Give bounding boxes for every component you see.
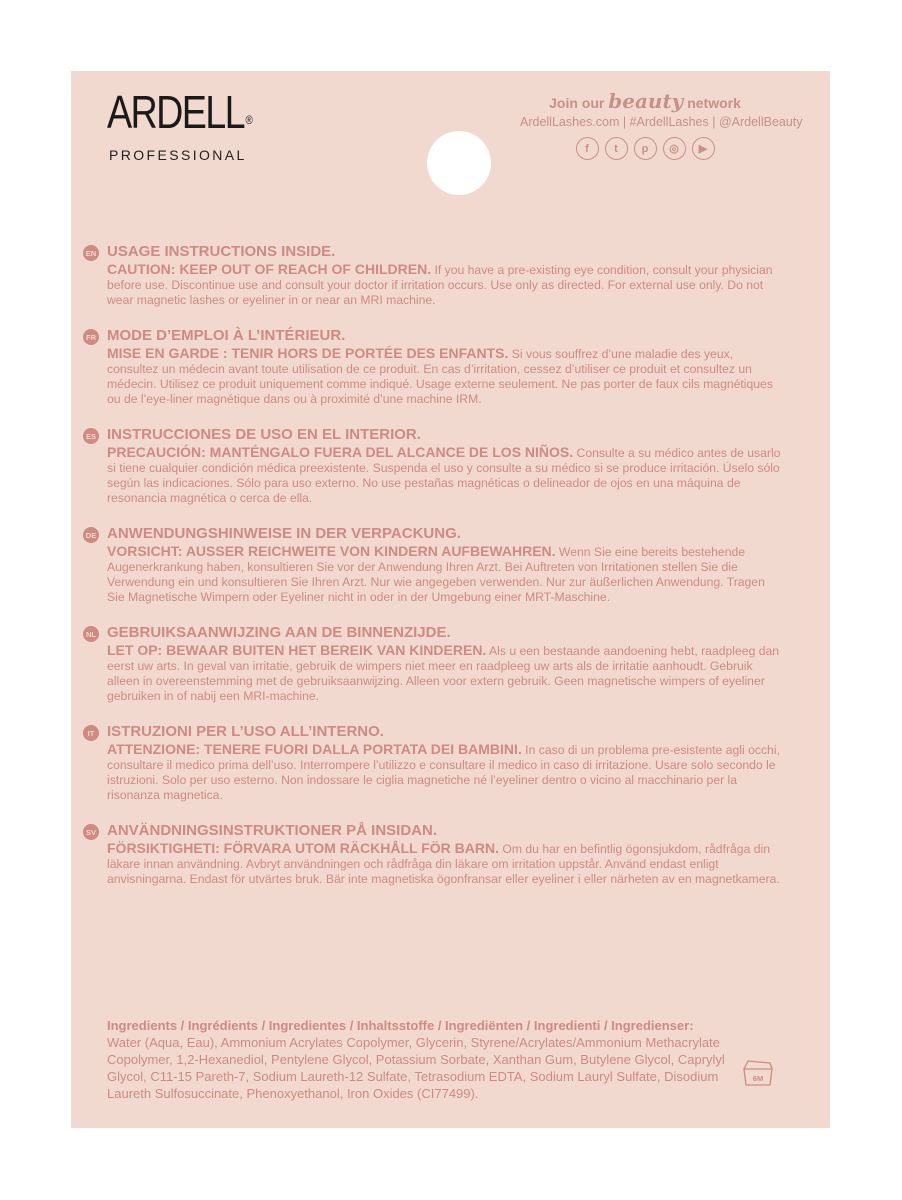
- youtube-icon[interactable]: ▶: [692, 137, 715, 160]
- section-title: ISTRUZIONI PER L’USO ALL’INTERNO.: [107, 723, 384, 740]
- language-badge: FR: [83, 329, 99, 345]
- instruction-section-fr: [83, 327, 783, 407]
- join-network-text: [520, 89, 770, 113]
- section-body-text: Als u een bestaande aandoening hebt, raadpleeg dan eerst uw arts. In geval van irritatie, gebruik de wimpers niet meer en raadpleeg uw arts als de irritatie aanhoudt. Gebruik alleen in overeenstemming met de gebruiksaanwijzing. Alleen voor extern gebruik. Geen magnetische wimpers of eyeliner gebruiken in of nabij een MRI-machine.: [107, 644, 780, 703]
- ingredients-block: [107, 1017, 747, 1102]
- package-back-card: [71, 71, 830, 1128]
- ingredients-list: Water (Aqua, Eau), Ammonium Acrylates Copolymer, Glycerin, Styrene/Acrylates/Ammonium Methacrylate Copolymer, 1,2-Hexanediol, Pentylene Glycol, Potassium Sorbate, Xanthan Gum, Butylene Glycol, Caprylyl Glycol, C11-15 Pareth-7, Sodium Laureth-12 Sulfate, Tetrasodium EDTA, Sodium Lauryl Sulfate, Disodium Laureth Sulfosuccinate, Phenoxyethanol, Iron Oxides (CI77499).: [107, 1035, 725, 1101]
- social-handles: ArdellLashes.com | #ArdellLashes | @ArdellBeauty: [520, 115, 803, 129]
- section-body-text: Consulte a su médico antes de usarlo si tiene cualquier condición médica preexistente. Suspenda el uso y consulte a su médico si se produce irritación. Úselo sólo según las indicaciones. Sólo para uso externo. No use pestañas magnéticas o delineador de ojos en una máquina de resonancia magnética o cerca de ella.: [107, 446, 781, 505]
- instruction-section-it: [83, 723, 783, 803]
- brand-name: ARDELL: [107, 86, 244, 138]
- language-badge: ES: [83, 428, 99, 444]
- social-block: [520, 89, 803, 160]
- caution-text: FÖRSIKTIGHETI: FÖRVARA UTOM RÄCKHÅLL FÖR BARN.: [107, 840, 499, 856]
- language-badge: SV: [83, 824, 99, 840]
- instagram-icon[interactable]: ◎: [663, 137, 686, 160]
- caution-text: CAUTION: KEEP OUT OF REACH OF CHILDREN.: [107, 261, 432, 277]
- pinterest-icon[interactable]: p: [634, 137, 657, 160]
- language-badge: IT: [83, 725, 99, 741]
- period-after-opening-icon: [741, 1058, 775, 1088]
- brand-subtitle: PROFESSIONAL: [109, 147, 247, 163]
- caution-text: ATTENZIONE: TENERE FUORI DALLA PORTATA DEI BAMBINI.: [107, 741, 522, 757]
- twitter-icon[interactable]: t: [605, 137, 628, 160]
- section-body: [107, 262, 783, 308]
- registered-mark: ®: [245, 113, 253, 127]
- section-body: [107, 445, 783, 506]
- caution-text: VORSICHT: AUSSER REICHWEITE VON KINDERN AUFBEWAHREN.: [107, 543, 556, 559]
- instruction-section-de: [83, 525, 783, 605]
- join-before: Join our: [549, 95, 605, 111]
- ardell-logo: [107, 87, 267, 163]
- facebook-icon[interactable]: f: [576, 137, 599, 160]
- caution-text: LET OP: BEWAAR BUITEN HET BEREIK VAN KINDEREN.: [107, 642, 487, 658]
- section-body: [107, 742, 783, 803]
- section-title: USAGE INSTRUCTIONS INSIDE.: [107, 243, 336, 260]
- section-title: ANWENDUNGSHINWEISE IN DER VERPACKUNG.: [107, 525, 461, 542]
- section-title: GEBRUIKSAANWIJZING AAN DE BINNENZIJDE.: [107, 624, 451, 641]
- section-body-text: Wenn Sie eine bereits bestehende Augenerkrankung haben, konsultieren Sie vor der Anwendung Ihren Arzt. Bei Auftreten von Irritationen stellen Sie die Verwendung ein und konsultieren Sie Ihren Arzt. Nur wie angegeben verwenden. Nur zur äußerlichen Anwendung. Tragen Sie Magnetische Wimpern oder Eyeliner nicht in oder in der Umgebung einer MRT-Maschine.: [107, 545, 765, 604]
- section-body-text: Si vous souffrez d’une maladie des yeux, consultez un médecin avant toute utilisation de ce produit. En cas d’irritation, cessez d’utiliser ce produit et consultez un médecin. Utilisez ce produit uniquement comme indiqué. Usage externe seulement. Ne pas porter de faux cils magnétiques ou de l’eye-liner magnétique dans ou à proximité d’une machine IRM.: [107, 347, 773, 406]
- section-title: INSTRUCCIONES DE USO EN EL INTERIOR.: [107, 426, 421, 443]
- join-script: beauty: [608, 89, 684, 113]
- instruction-section-es: [83, 426, 783, 506]
- instruction-section-sv: [83, 822, 783, 887]
- instruction-section-en: [83, 243, 783, 308]
- hang-hole: [427, 131, 491, 195]
- language-badge: DE: [83, 527, 99, 543]
- section-body: [107, 346, 783, 407]
- language-badge: NL: [83, 626, 99, 642]
- instruction-section-nl: [83, 624, 783, 704]
- caution-text: PRECAUCIÓN: MANTÉNGALO FUERA DEL ALCANCE DE LOS NIÑOS.: [107, 444, 574, 460]
- join-after: network: [687, 95, 741, 111]
- instruction-sections: [83, 243, 783, 906]
- language-badge: EN: [83, 245, 99, 261]
- social-icons: [520, 137, 770, 160]
- section-title: ANVÄNDNINGSINSTRUKTIONER PÅ INSIDAN.: [107, 822, 438, 839]
- caution-text: MISE EN GARDE : TENIR HORS DE PORTÉE DES ENFANTS.: [107, 345, 509, 361]
- section-body-text: Om du har en befintlig ögonsjukdom, rådfråga din läkare innan användning. Avbryt användningen och rådfråga din läkare om irritation uppstår. Använd endast enligt anvisningarna. Endast för utvärtes bruk. Bär inte magnetiska ögonfransar eller eyeliner i eller närheten av en magnetkamera.: [107, 842, 780, 886]
- section-body-text: If you have a pre-existing eye condition, consult your physician before use. Discontinue use and consult your doctor if irritation occurs. Use only as directed. For external use only. Do not wear magnetic lashes or eyeliner in or near an MRI machine.: [107, 263, 773, 307]
- pao-label: 6M: [752, 1074, 764, 1083]
- section-body-text: In caso di un problema pre-esistente agli occhi, consultare il medico prima dell’uso. Interrompere l’utilizzo e consultare il medico in caso di irritazione. Usare solo secondo le istruzioni. Solo per uso esterno. Non indossare le ciglia magnetiche né l’eyeliner dentro o vicino al macchinario per la risonanza magnetica.: [107, 743, 780, 802]
- section-title: MODE D’EMPLOI À L’INTÉRIEUR.: [107, 327, 346, 344]
- section-body: [107, 841, 783, 887]
- section-body: [107, 643, 783, 704]
- section-body: [107, 544, 783, 605]
- ingredients-heading: Ingredients / Ingrédients / Ingredientes / Inhaltsstoffe / Ingrediënten / Ingredienti / Ingredienser:: [107, 1018, 694, 1033]
